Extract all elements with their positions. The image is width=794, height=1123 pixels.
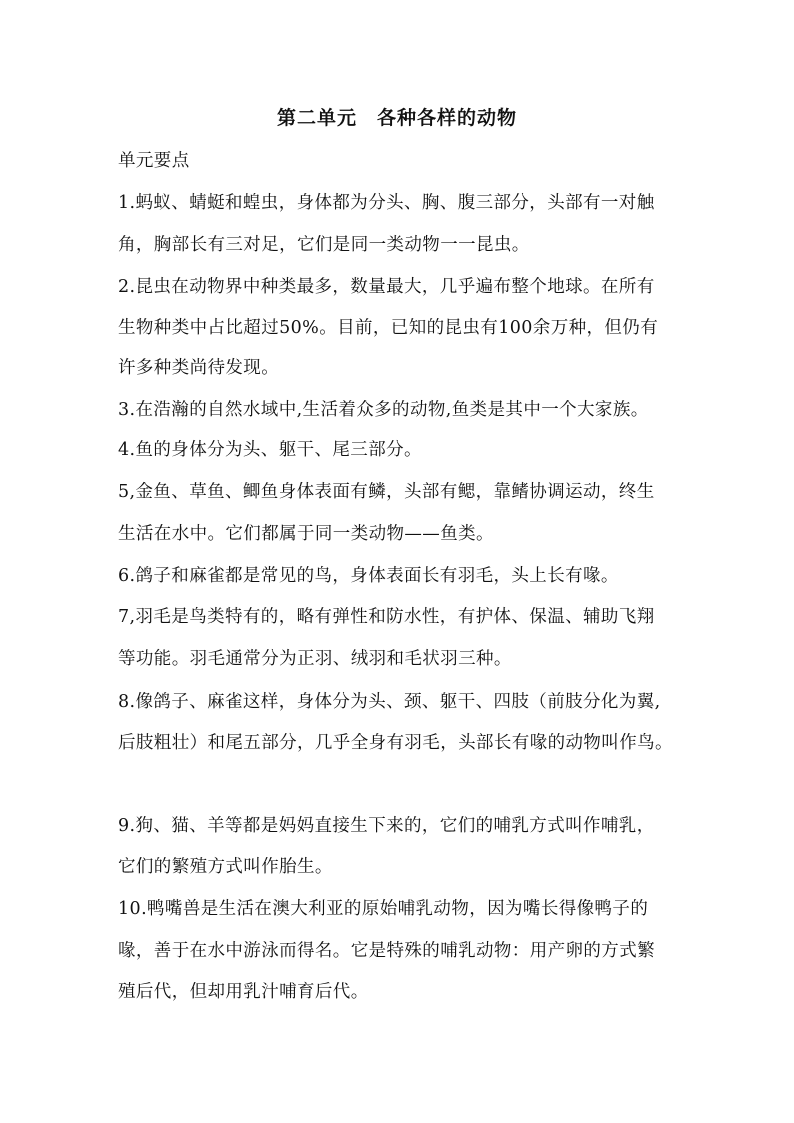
text-line: 10.鸭嘴兽是生活在澳大利亚的原始哺乳动物，因为嘴长得像鸭子的 — [118, 899, 649, 919]
document-title: 第二单元 各种各样的动物 — [276, 107, 517, 129]
text-line: 9.狗、猫、羊等都是妈妈直接生下来的，它们的哺乳方式叫作哺乳， — [118, 816, 655, 836]
text-line: 4.鱼的身体分为头、躯干、尾三部分。 — [118, 440, 422, 460]
text-line: 2.昆虫在动物界中种类最多，数量最大，几乎遍布整个地球。在所有 — [118, 277, 655, 297]
text-line: 许多种类尚待发现。 — [118, 358, 280, 378]
text-line: 7,羽毛是鸟类特有的，略有弹性和防水性，有护体、保温、辅助飞翔 — [118, 607, 655, 627]
text-line: 它们的繁殖方式叫作胎生。 — [118, 857, 333, 877]
text-line: 5,金鱼、草鱼、鲫鱼身体表面有鳞，头部有鳃，靠鳍协调运动，终生 — [118, 482, 655, 502]
text-line: 角，胸部长有三对足，它们是同一类动物一一昆虫。 — [118, 235, 530, 255]
text-line: 生物种类中占比超过50%。目前，已知的昆虫有100余万种，但仍有 — [118, 318, 659, 338]
text-line: 6.鸽子和麻雀都是常见的鸟，身体表面长有羽毛，头上长有喙。 — [118, 566, 619, 586]
text-line: 喙，善于在水中游泳而得名。它是特殊的哺乳动物：用产卵的方式繁 — [118, 941, 655, 961]
text-line: 等功能。羽毛通常分为正羽、绒羽和毛状羽三种。 — [118, 649, 512, 669]
text-line: 8.像鸽子、麻雀这样，身体分为头、颈、躯干、四肢（前肢分化为翼, — [118, 692, 661, 712]
text-line: 生活在水中。它们都属于同一类动物——鱼类。 — [118, 524, 494, 544]
text-line: 殖后代，但却用乳汁哺育后代。 — [118, 982, 369, 1002]
text-line: 后肢粗壮）和尾五部分，几乎全身有羽毛，头部长有喙的动物叫作鸟。 — [118, 733, 673, 753]
section-heading: 单元要点 — [118, 151, 190, 171]
text-line: 3.在浩瀚的自然水域中,生活着众多的动物,鱼类是其中一个大家族。 — [118, 400, 649, 420]
text-line: 1.蚂蚁、蜻蜓和蝗虫，身体都为分头、胸、腹三部分，头部有一对触 — [118, 193, 655, 213]
